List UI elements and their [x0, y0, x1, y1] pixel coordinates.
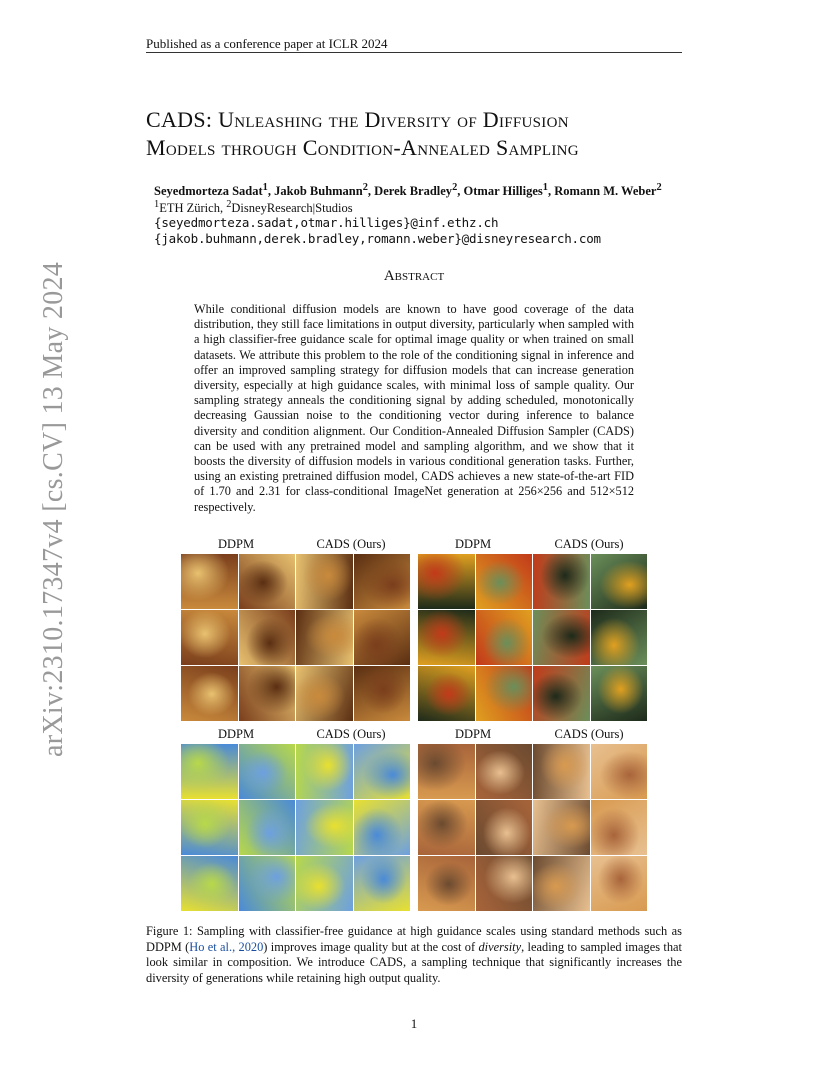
arxiv-stamp: arXiv:2310.17347v4 [cs.CV] 13 May 2024	[38, 261, 69, 757]
panel-label-cads: CADS (Ours)	[554, 537, 624, 551]
burger-sample-image	[296, 554, 353, 609]
burger-sample-image	[354, 610, 411, 665]
burger-sample-image	[354, 554, 411, 609]
abstract-body: While conditional diffusion models are known to have good coverage of the data distribution, they still face limitations in output diversity, particularly when sampled with a high classifier-free guidance scale for optimal image quality or when trained on small datasets. We attribute this problem to the role of the conditioning signal in inference and offer an improved sampling strategy for diffusion models that can increase generation diversity, especially at high guidance scales, with minimal loss of sample quality. Our sampling strategy anneals the conditioning signal by adding scheduled, monotonically decreasing Gaussian noise to the conditioning vector during inference to balance diversity and condition alignment. Our Condition-Annealed Diffusion Sampler (CADS) can be used with any pretrained model and sampling algorithm, and we show that it boosts the diversity of diffusion models in various conditional generation tasks. Further, using an existing pretrained diffusion model, CADS achieves a new state-of-the-art FID of 1.70 and 2.31 for class-conditional ImageNet generation at 256×256 and 512×512 respectively.	[194, 302, 634, 514]
burger-sample-image	[181, 666, 238, 721]
paper-title	[146, 106, 706, 162]
hornbill-sample-image	[533, 666, 590, 721]
burger-sample-image	[181, 554, 238, 609]
affiliations	[154, 199, 353, 216]
page-number: 1	[410, 1016, 418, 1031]
image-grid-hornbill	[418, 554, 647, 721]
hornbill-sample-image	[591, 666, 648, 721]
author-affil-sup: 2	[362, 182, 368, 193]
golden-retriever-sample-image	[476, 744, 533, 799]
rapeseed-field-sample-image	[239, 744, 296, 799]
caption-emphasis: diversity	[478, 939, 522, 954]
rapeseed-field-sample-image	[354, 744, 411, 799]
author-name: Otmar Hilliges	[463, 184, 543, 199]
panel-label-ddpm: DDPM	[217, 537, 255, 551]
author-name: Jakob Buhmann	[274, 184, 363, 199]
burger-sample-image	[239, 666, 296, 721]
header-rule	[146, 52, 682, 53]
email-line-2: {jakob.buhmann,derek.bradley,romann.weber}@disneyresearch.com	[154, 231, 601, 246]
golden-retriever-sample-image	[591, 744, 648, 799]
burger-sample-image	[239, 610, 296, 665]
affil-text-2: DisneyResearch|Studios	[231, 201, 353, 216]
hornbill-sample-image	[476, 666, 533, 721]
rapeseed-field-sample-image	[296, 856, 353, 911]
hornbill-sample-image	[476, 610, 533, 665]
panel-label-ddpm: DDPM	[217, 727, 255, 741]
author-list: Seyedmorteza Sadat$^1$, Jakob Buhmann$^2$, Derek Bradley$^2$, Otmar Hilliges$^1$, Romann M. Weber$^2$	[154, 182, 662, 199]
hornbill-sample-image	[591, 610, 648, 665]
figure-caption	[146, 924, 682, 986]
author-name: Romann M. Weber	[554, 184, 657, 199]
panel-label-cads: CADS (Ours)	[554, 727, 624, 741]
author-affil-sup: 2	[656, 182, 662, 193]
rapeseed-field-sample-image	[239, 856, 296, 911]
affil-text-1: ETH Zürich,	[159, 201, 227, 216]
rapeseed-field-sample-image	[239, 800, 296, 855]
panel-label-cads: CADS (Ours)	[316, 727, 386, 741]
burger-sample-image	[239, 554, 296, 609]
hornbill-sample-image	[533, 610, 590, 665]
golden-retriever-sample-image	[591, 856, 648, 911]
golden-retriever-sample-image	[418, 856, 475, 911]
author-affil-sup: 2	[452, 182, 458, 193]
burger-sample-image	[354, 666, 411, 721]
golden-retriever-sample-image	[476, 800, 533, 855]
running-header: Published as a conference paper at ICLR 2024	[146, 36, 388, 51]
panel-label-ddpm: DDPM	[454, 537, 492, 551]
golden-retriever-sample-image	[418, 744, 475, 799]
author-affil-sup: 1	[542, 182, 548, 193]
hornbill-sample-image	[418, 610, 475, 665]
image-grid-golden-retriever	[418, 744, 647, 911]
golden-retriever-sample-image	[476, 856, 533, 911]
author-affil-sup: 1	[262, 182, 268, 193]
citation-link[interactable]: Ho et al., 2020	[189, 939, 264, 954]
caption-text: , leading to sampled images that look similar in composition. We introduce CADS, a sampling technique that significantly increases the diversity of generations while retaining high output quality.	[146, 939, 682, 985]
golden-retriever-sample-image	[591, 800, 648, 855]
rapeseed-field-sample-image	[181, 856, 238, 911]
burger-sample-image	[181, 610, 238, 665]
rapeseed-field-sample-image	[296, 800, 353, 855]
hornbill-sample-image	[418, 666, 475, 721]
rapeseed-field-sample-image	[354, 856, 411, 911]
affil-sup-1: 1	[154, 199, 160, 210]
hornbill-sample-image	[591, 554, 648, 609]
rapeseed-field-sample-image	[296, 744, 353, 799]
golden-retriever-sample-image	[533, 744, 590, 799]
email-line-1: {seyedmorteza.sadat,otmar.hilliges}@inf.ethz.ch	[154, 215, 499, 230]
panel-label-cads: CADS (Ours)	[316, 537, 386, 551]
caption-text: ) improves image quality but at the cost of	[263, 939, 479, 954]
hornbill-sample-image	[533, 554, 590, 609]
rapeseed-field-sample-image	[354, 800, 411, 855]
affil-sup-2: 2	[226, 199, 232, 210]
abstract-heading: Abstract	[383, 268, 445, 284]
image-grid-burger	[181, 554, 410, 721]
hornbill-sample-image	[476, 554, 533, 609]
title-line-2: Models through Condition-Annealed Sampling	[146, 135, 579, 160]
rapeseed-field-sample-image	[181, 744, 238, 799]
panel-label-ddpm: DDPM	[454, 727, 492, 741]
rapeseed-field-sample-image	[181, 800, 238, 855]
burger-sample-image	[296, 610, 353, 665]
burger-sample-image	[296, 666, 353, 721]
author-name: Derek Bradley	[374, 184, 453, 199]
golden-retriever-sample-image	[533, 800, 590, 855]
author-name: Seyedmorteza Sadat	[154, 184, 263, 199]
caption-text: Figure 1: Sampling with classifier-free guidance at high guidance scales using standard methods such as DDPM (	[146, 924, 682, 954]
golden-retriever-sample-image	[418, 800, 475, 855]
title-line-1: CADS: Unleashing the Diversity of Diffusion	[146, 107, 569, 132]
golden-retriever-sample-image	[533, 856, 590, 911]
hornbill-sample-image	[418, 554, 475, 609]
image-grid-rapeseed-field	[181, 744, 410, 911]
